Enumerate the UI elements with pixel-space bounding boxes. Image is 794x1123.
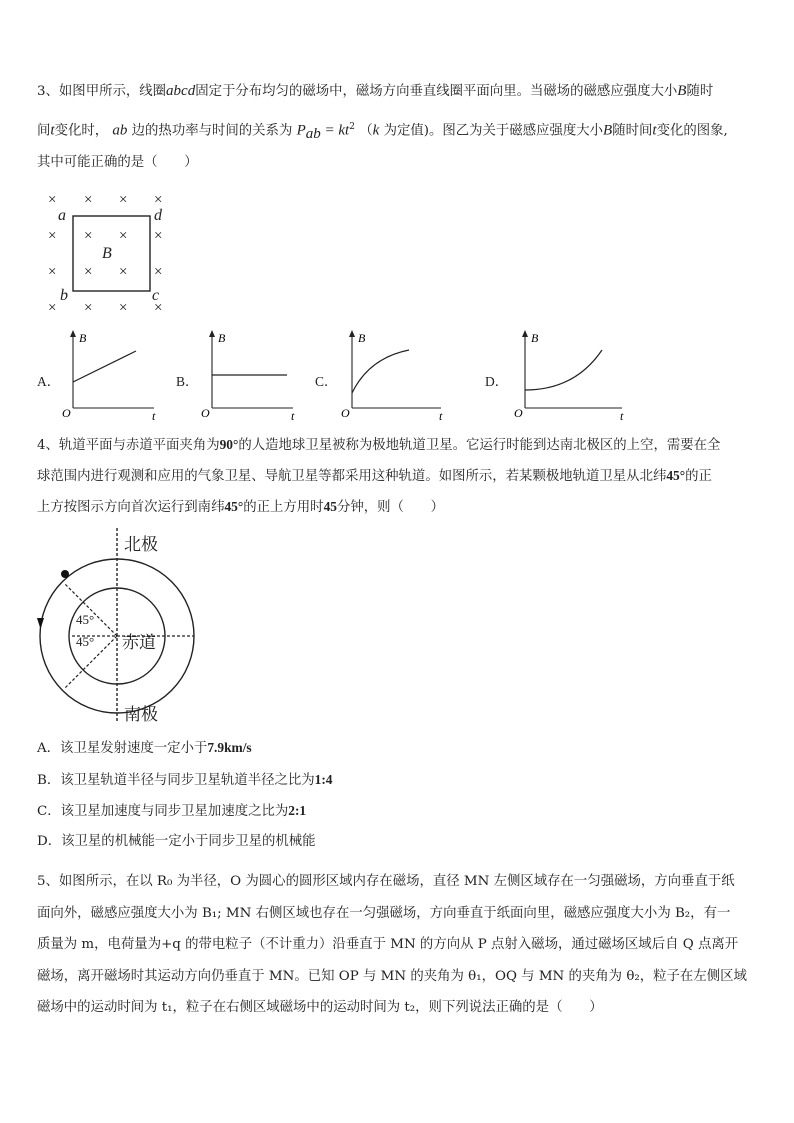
- label-south-pole: 南极: [124, 705, 158, 724]
- q4-text: 4、轨道平面与赤道平面夹角为: [37, 438, 220, 453]
- label-angle-north: 45°: [76, 612, 95, 627]
- axis-label-t: t: [291, 409, 295, 420]
- cross-mark: ×: [48, 228, 57, 244]
- y-arrow-icon: [522, 330, 528, 337]
- q4-angle: 90°: [219, 437, 239, 452]
- q4-option-b-value: 1:4: [314, 772, 333, 787]
- q4-text: 上方按图示方向首次运行到南纬: [37, 500, 225, 515]
- q3-text: 间: [37, 123, 51, 139]
- q4-text: 的人造地球卫星被称为极地轨道卫星。它运行时能到达南北极区的上空，需要在全: [238, 438, 721, 453]
- q4-option-c-text: C．该卫星加速度与同步卫星加速度之比为: [37, 804, 289, 819]
- cross-mark: ×: [119, 264, 128, 280]
- q3-text: （: [359, 123, 373, 139]
- q3-text: 3、如图甲所示，线圈: [37, 84, 167, 99]
- y-arrow-icon: [70, 330, 76, 337]
- q3-var-ab: ab: [112, 122, 128, 139]
- q4-minutes: 45: [323, 499, 337, 514]
- q5-line-5: 磁场中的运动时间为 t₁，粒子在右侧区域磁场中的运动时间为 t₂，则下列说法正确的是（ ）: [37, 1000, 603, 1015]
- cross-mark: ×: [119, 300, 128, 316]
- label-angle-south: 45°: [76, 634, 95, 649]
- cross-mark: ×: [48, 192, 57, 208]
- q4-option-c-value: 2:1: [288, 803, 307, 818]
- q3-var-t: t: [50, 122, 55, 139]
- corner-label-c: c: [152, 287, 160, 304]
- q3-var-B: B: [677, 83, 687, 99]
- q3-text: 随时: [686, 84, 714, 99]
- q4-line-3: [37, 498, 444, 517]
- option-d-label[interactable]: D．: [485, 374, 509, 389]
- corner-label-b: b: [60, 287, 68, 304]
- cross-mark: ×: [84, 264, 93, 280]
- curve-concave: [352, 350, 409, 393]
- q4-option-d[interactable]: [37, 833, 316, 851]
- axis-label-t: t: [152, 409, 156, 420]
- curve-convex: [525, 350, 602, 390]
- axis-label-B: B: [218, 331, 226, 345]
- cross-mark: ×: [84, 192, 93, 208]
- origin-label: O: [341, 406, 350, 420]
- q3-line-2: [37, 118, 728, 143]
- q3-line-1: [37, 82, 713, 101]
- q3-line-3: 其中可能正确的是（ ）: [37, 155, 198, 170]
- q5-line-1: 5、如图所示，在以 R₀ 为半径，O 为圆心的圆形区域内存在磁场，直径 MN 左侧区域存在一匀强磁场，方向垂直于纸: [37, 874, 735, 889]
- origin-label: O: [514, 406, 523, 420]
- q4-orbit-figure: [34, 526, 204, 726]
- option-b-label[interactable]: B．: [176, 374, 199, 389]
- q3-text: 变化的图象,: [656, 123, 728, 139]
- q4-option-a-text: A．该卫星发射速度一定小于: [37, 741, 208, 756]
- option-a-label[interactable]: A．: [37, 374, 61, 389]
- axis-label-t: t: [620, 409, 624, 420]
- field-label-B: B: [102, 245, 112, 262]
- axis-label-t: t: [439, 409, 443, 420]
- q4-text: 的正上方用时: [243, 500, 324, 515]
- q3-formula-sup: 2: [349, 122, 355, 132]
- cross-mark: ×: [48, 264, 57, 280]
- q4-angle: 45°: [224, 499, 244, 514]
- corner-label-a: a: [58, 207, 66, 224]
- cross-mark: ×: [84, 228, 93, 244]
- q4-line-1: [37, 436, 720, 455]
- q4-text: 的正: [685, 469, 712, 484]
- q4-option-a-value: 7.9km/s: [207, 740, 252, 755]
- label-equator: 赤道: [122, 633, 156, 652]
- option-b-graph: [197, 328, 297, 420]
- cross-mark: ×: [154, 192, 163, 208]
- q5-line-2: 面向外，磁感应强度大小为 B₁; MN 右侧区域也存在一匀强磁场，方向垂直于纸面向里，磁感应强度大小为 B₂，有一: [37, 906, 731, 921]
- q5-line-4: 磁场，离开磁场时其运动方向仍垂直于 MN。已知 OP 与 MN 的夹角为 θ₁，OQ 与 MN 的夹角为 θ₂，粒子在左侧区域: [37, 969, 747, 984]
- q3-text: 变化时，: [54, 123, 109, 139]
- q4-option-a[interactable]: [37, 739, 252, 758]
- cross-mark: ×: [119, 192, 128, 208]
- q3-text: 边的热功率与时间的关系为: [131, 123, 293, 139]
- option-c-label[interactable]: C．: [315, 374, 338, 389]
- axis-label-B: B: [531, 331, 539, 345]
- q3-coil-figure: [40, 188, 180, 318]
- option-a-graph: [58, 328, 158, 420]
- q3-formula-eq: = kt: [320, 122, 350, 139]
- q4-text: 分钟，则（ ）: [336, 500, 445, 515]
- q4-option-c[interactable]: [37, 802, 306, 821]
- axis-label-B: B: [79, 331, 87, 345]
- q4-angle: 45°: [666, 468, 686, 483]
- option-d-graph: [510, 328, 630, 420]
- q3-var-B: B: [603, 122, 613, 139]
- q3-text: 为定值)。图乙为关于磁感应强度大小: [383, 123, 604, 139]
- satellite-dot-icon: [61, 570, 69, 578]
- cross-mark: ×: [48, 300, 57, 316]
- q3-formula-P: P: [296, 122, 306, 139]
- y-arrow-icon: [209, 330, 215, 337]
- cross-mark: ×: [154, 300, 163, 316]
- q4-option-d-text: D．该卫星的机械能一定小于同步卫星的机械能: [37, 834, 316, 849]
- origin-label: O: [62, 406, 71, 420]
- origin-label: O: [201, 406, 210, 420]
- cross-mark: ×: [154, 264, 163, 280]
- q3-text: 固定于分布均匀的磁场中，磁场方向垂直线圈平面向里。当磁场的磁感应强度大小: [195, 84, 678, 99]
- option-c-graph: [337, 328, 447, 420]
- q4-option-b[interactable]: [37, 771, 333, 790]
- cross-mark: ×: [84, 300, 93, 316]
- q4-option-b-text: B．该卫星轨道半径与同步卫星轨道半径之比为: [37, 773, 315, 788]
- q3-var-abcd: abcd: [166, 83, 196, 99]
- q3-var-t: t: [652, 122, 657, 139]
- q4-line-2: [37, 467, 712, 486]
- cross-mark: ×: [154, 228, 163, 244]
- q4-text: 球范围内进行观测和应用的气象卫星、导航卫星等都采用这种轨道。如图所示，若某颗极地轨道卫星从北纬: [37, 469, 667, 484]
- q3-var-k: k: [372, 122, 380, 139]
- direction-arrow-icon: [37, 618, 44, 629]
- y-arrow-icon: [349, 330, 355, 337]
- curve-linear: [73, 351, 136, 382]
- cross-mark: ×: [119, 228, 128, 244]
- corner-label-d: d: [154, 207, 162, 224]
- north-45-line: [65, 584, 117, 636]
- q3-text: 随时间: [612, 123, 653, 139]
- q3-formula-sub: ab: [305, 126, 321, 143]
- label-north-pole: 北极: [124, 535, 158, 554]
- q5-line-3: 质量为 m，电荷量为+q 的带电粒子（不计重力）沿垂直于 MN 的方向从 P 点射入磁场，通过磁场区域后自 Q 点离开: [37, 937, 739, 952]
- axis-label-B: B: [358, 331, 366, 345]
